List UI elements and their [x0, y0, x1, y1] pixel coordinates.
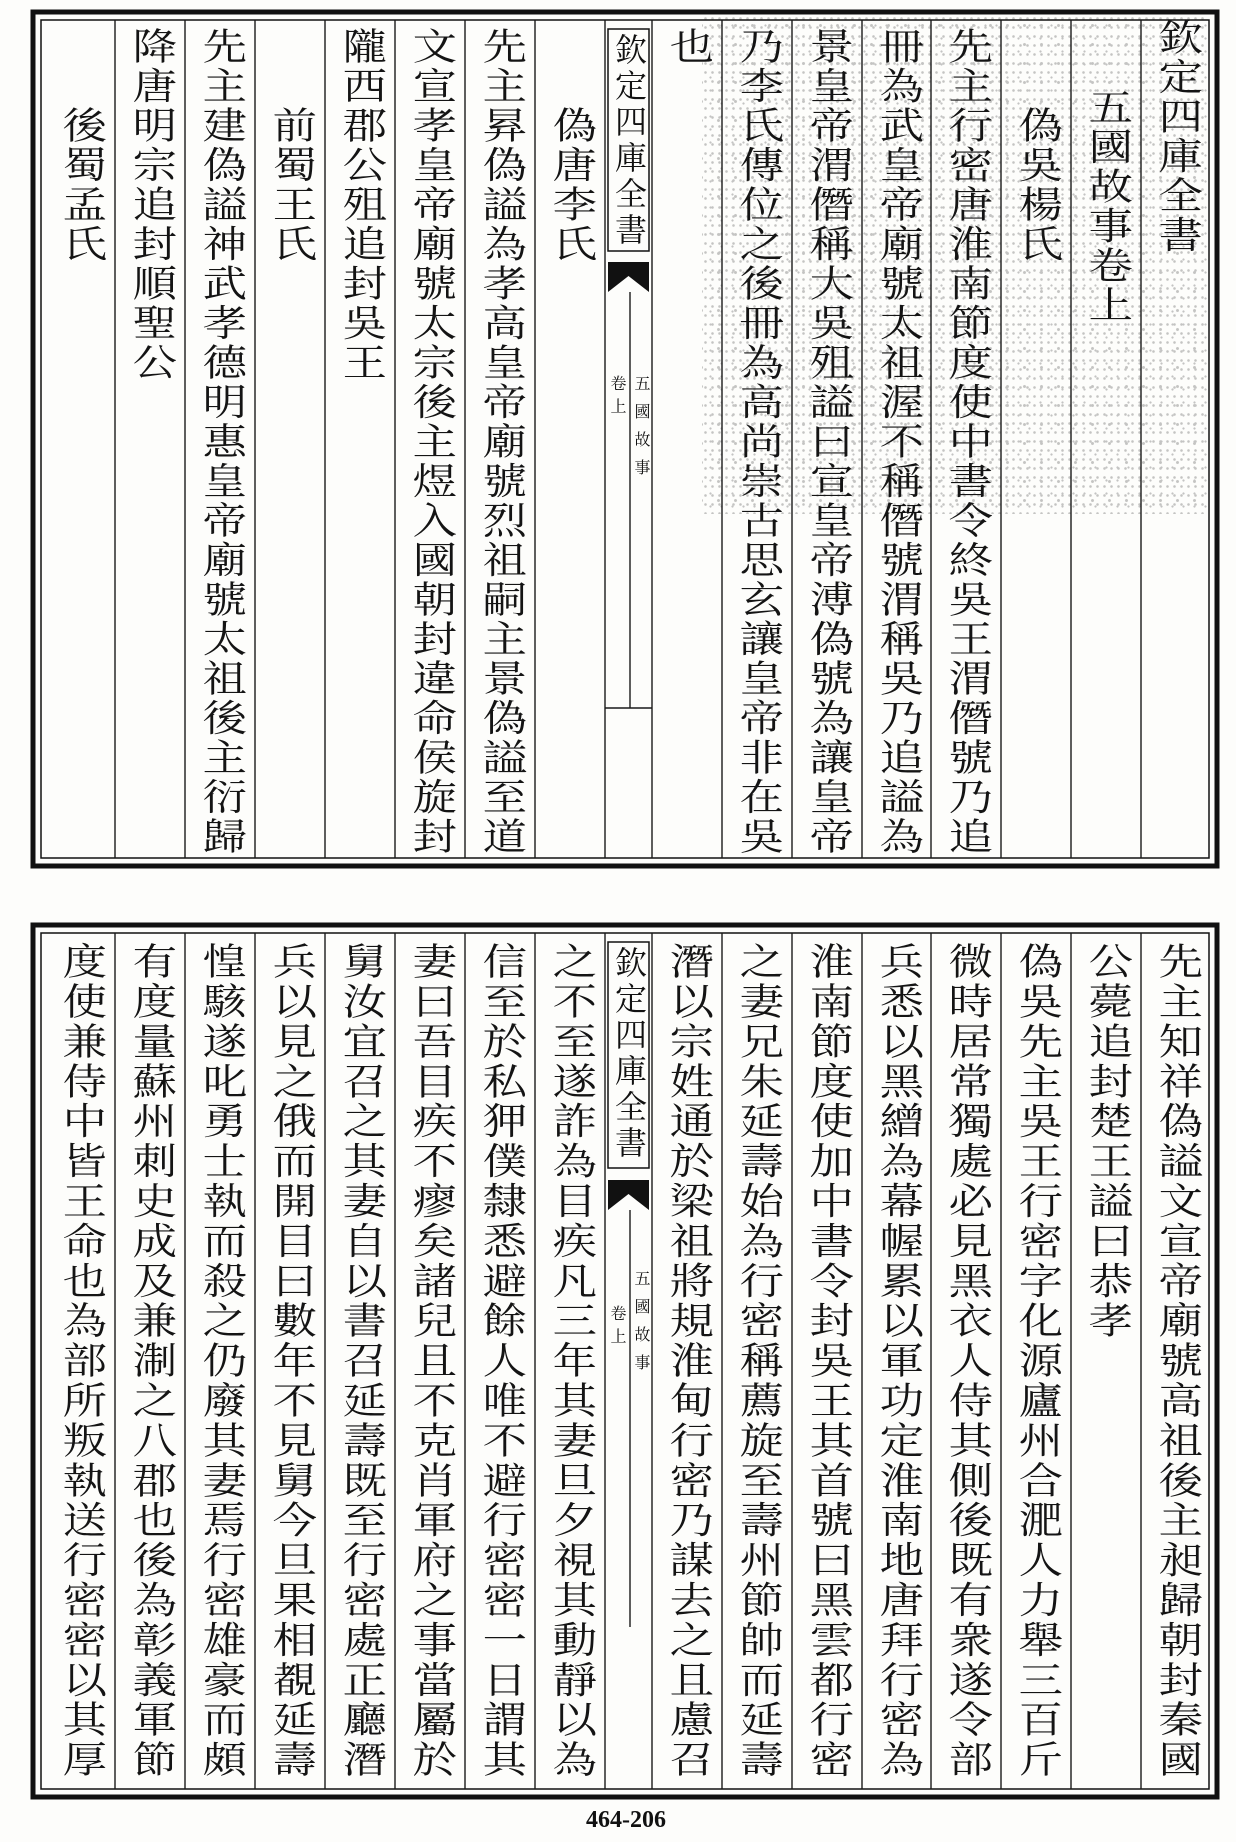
text-column: 之不至遂詐為目疾凡三年其妻旦夕視其動靜以為: [544, 942, 597, 1780]
section-heading: 偽唐李氏: [544, 106, 597, 264]
text-column: 妻曰吾目疾不瘳矣諸兒且不克肖軍府之事當屬於: [404, 942, 457, 1780]
running-header: 欽定四庫全書: [1150, 18, 1203, 255]
text-column: 信至於私狎僕隸悉避餘人唯不避行密密一日謂其: [474, 942, 527, 1780]
text-column: 公薨追封楚王謚曰恭孝: [1080, 942, 1133, 1341]
text-column: 舅汝宜召之其妻自以書召延壽既至行密處正廳潛: [334, 942, 387, 1780]
text-column: 兵以見之俄而開目曰數年不見舅今旦果相覩延壽: [264, 942, 317, 1780]
text-column: 之妻兄朱延壽始為行密稱薦旋至壽州節帥而延壽: [731, 942, 784, 1780]
fold-book-name: 五國故事: [632, 375, 651, 487]
text-column: 冊為武皇帝廟號太祖渥不稱僭號渭稱吳乃追謚為: [871, 27, 924, 857]
fish-tail-mark: [608, 1180, 649, 1210]
text-column: 景皇帝渭僭稱大吳殂謚曰宣皇帝溥偽號為讓皇帝: [801, 27, 854, 857]
text-column: 度使兼侍中皆王命也為部所叛執送行密密以其厚: [54, 942, 107, 1780]
text-column: 先主建偽謚神武孝德明惠皇帝廟號太祖後主衍歸: [194, 27, 247, 857]
text-column: 惶駭遂叱勇士執而殺之仍廢其妻焉行密雄豪而頗: [194, 942, 247, 1780]
text-column: 先主知祥偽謚文宣帝廟號高祖後主昶歸朝封秦國: [1150, 942, 1203, 1780]
fold-volume: 卷上: [608, 375, 627, 421]
text-column: 先主行密唐淮南節度使中書令終吳王渭僭號乃追: [940, 27, 993, 857]
text-column: 兵悉以黑繒為幕幄累以軍功定淮南地唐拜行密為: [871, 942, 924, 1780]
text-column: 降唐明宗追封順聖公: [124, 27, 177, 383]
book-title: 五國故事卷上: [1080, 88, 1133, 325]
text-column: 隴西郡公殂追封吳王: [334, 27, 387, 383]
text-column: 文宣孝皇帝廟號太宗後主煜入國朝封違命侯旋封: [404, 27, 457, 857]
text-column: 也: [661, 27, 714, 67]
section-heading: 偽吳楊氏: [1010, 106, 1063, 264]
text-column: 先主昪偽謚為孝高皇帝廟號烈祖嗣主景偽謚至道: [474, 27, 527, 857]
section-heading: 前蜀王氏: [264, 106, 317, 264]
fold-book-name: 五國故事: [632, 1270, 651, 1382]
fold-series-title: 欽定四庫全書: [610, 946, 648, 1162]
fold-series-title: 欽定四庫全書: [610, 33, 648, 249]
section-heading: 後蜀孟氏: [54, 106, 107, 264]
fold-volume: 卷上: [608, 1305, 627, 1351]
text-column: 偽吳先主吳王行密字化源廬州合淝人力舉三百斤: [1010, 942, 1063, 1780]
text-column: 有度量蘇州刺史成及兼淛之八郡也後為彰義軍節: [124, 942, 177, 1780]
text-column: 潛以宗姓通於梁祖將規淮甸行密乃謀去之且慮召: [661, 942, 714, 1780]
fish-tail-mark: [608, 262, 649, 292]
page-number: 464-206: [586, 1807, 666, 1833]
text-column: 微時居常獨處必見黑衣人侍其側後既有衆遂令部: [940, 942, 993, 1780]
text-column: 淮南節度使加中書令封吳王其首號曰黑雲都行密: [801, 942, 854, 1780]
text-column: 乃李氏傳位之後冊為高尚崇古思玄讓皇帝非在吳: [731, 27, 784, 857]
